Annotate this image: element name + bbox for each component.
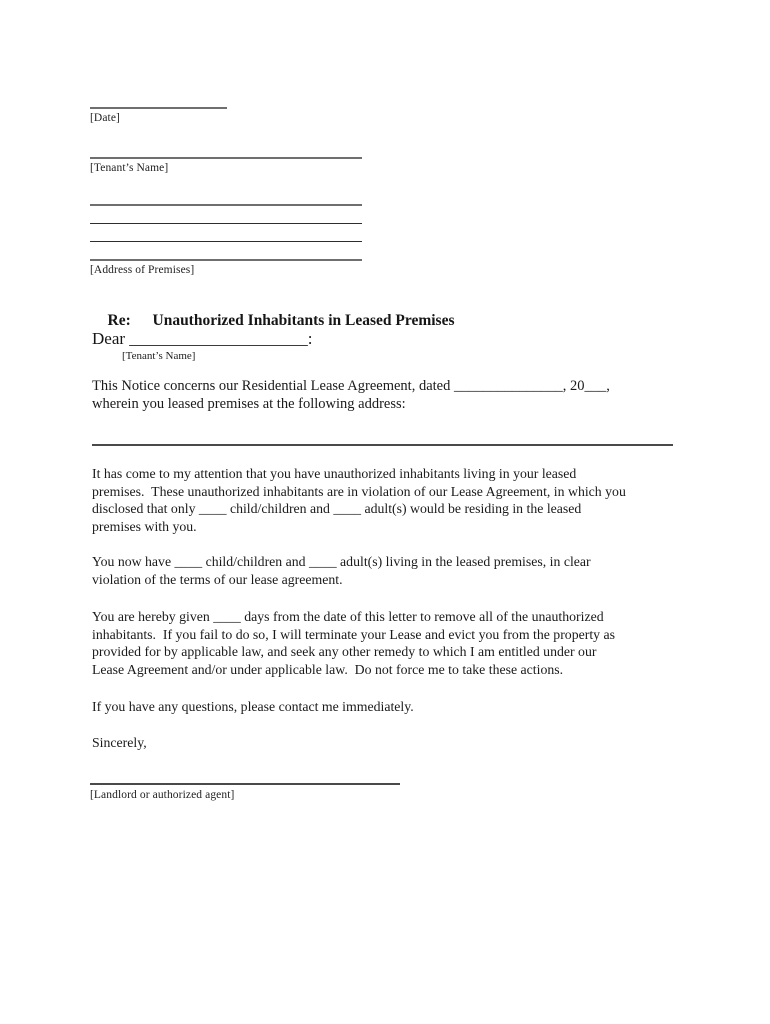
paragraph-line: premises. These unauthorized inhabitants are in violation of our Lease Agreement, in which you (92, 483, 626, 499)
paragraph-1 (92, 465, 626, 535)
date-label: [Date] (90, 112, 120, 124)
premises-address-blank-line (92, 444, 673, 446)
intro-paragraph (92, 377, 610, 414)
paragraph-line: violation of the terms of our lease agreement. (92, 571, 343, 587)
paragraph-line: You are hereby given ____ days from the date of this letter to remove all of the unauthorized (92, 609, 604, 624)
subject-title: Unauthorized Inhabitants in Leased Premises (152, 312, 455, 329)
paragraph-line: Lease Agreement and/or under applicable law. Do not force me to take these actions. (92, 661, 564, 677)
signature-blank-line (90, 783, 400, 785)
signature-label: [Landlord or authorized agent] (90, 789, 235, 801)
closing: Sincerely, (92, 735, 147, 750)
address-label: [Address of Premises] (90, 264, 195, 276)
intro-line: wherein you leased premises at the following address: (92, 396, 406, 413)
address-blank-line-3 (90, 241, 362, 242)
salutation-sublabel: [Tenant’s Name] (122, 350, 196, 362)
paragraph-2 (92, 553, 591, 588)
tenant-name-label: [Tenant’s Name] (90, 162, 169, 174)
paragraph-line: provided for by applicable law, and seek any other remedy to which I am entitled under our (92, 644, 597, 659)
paragraph-line: You now have ____ child/children and ____ adult(s) living in the leased premises, in clear (92, 554, 591, 569)
intro-line: This Notice concerns our Residential Lease Agreement, dated _______________, 20___, (92, 378, 610, 394)
address-blank-line-4 (90, 259, 362, 261)
date-blank-line (90, 107, 227, 109)
paragraph-line: premises with you. (92, 518, 197, 534)
address-blank-line-2 (90, 223, 362, 224)
subject-prefix: Re: (107, 312, 131, 329)
tenant-name-blank-line (90, 157, 362, 159)
paragraph-line: disclosed that only ____ child/children and ____ adult(s) would be residing in the leased (92, 501, 582, 516)
paragraph-4: If you have any questions, please contact me immediately. (92, 699, 414, 714)
paragraph-3 (92, 608, 615, 678)
paragraph-line: It has come to my attention that you have unauthorized inhabitants living in your leased (92, 466, 577, 481)
salutation: Dear _____________________: (92, 329, 313, 348)
address-blank-line-1 (90, 204, 362, 206)
paragraph-line: inhabitants. If you fail to do so, I will terminate your Lease and evict you from the property as (92, 626, 615, 642)
